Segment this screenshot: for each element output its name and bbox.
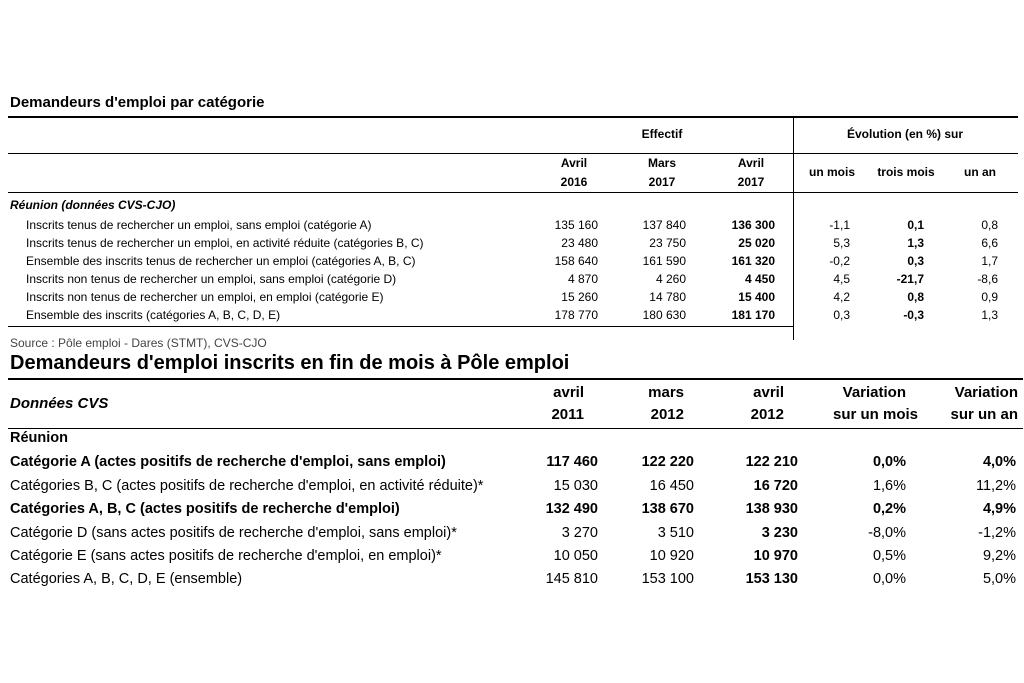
value-mars-2012: 122 220: [641, 454, 694, 470]
value-avril-2012: 3 230: [761, 525, 798, 541]
table2-col-1-line2: 2011: [551, 406, 584, 423]
variation-month: 0,0%: [872, 454, 906, 470]
value-mars-2012: 138 670: [641, 501, 694, 517]
table1-column-rule: [8, 192, 1018, 193]
evo-month: -0,2: [829, 254, 850, 268]
value-avril-2016: 23 480: [561, 236, 598, 250]
value-mars-2012: 3 510: [657, 525, 694, 541]
variation-year: 4,9%: [982, 501, 1016, 517]
table1-group-effectif: Effectif: [641, 127, 683, 141]
table1-col-1-line1: Avril: [560, 156, 588, 170]
variation-month: -8,0%: [868, 525, 906, 541]
value-mars-2017: 23 750: [649, 236, 686, 250]
evo-quarter: -0,3: [903, 308, 924, 322]
table1-title: Demandeurs d'emploi par catégorie: [10, 94, 265, 111]
value-avril-2011: 10 050: [553, 548, 598, 564]
evo-year: 0,8: [981, 218, 998, 232]
value-mars-2017: 161 590: [642, 254, 686, 268]
value-avril-2016: 4 870: [567, 272, 598, 286]
value-avril-2012: 138 930: [745, 501, 798, 517]
table1-top-rule: [8, 116, 1018, 118]
table1-source-note-cut: [10, 336, 267, 350]
value-avril-2017: 136 300: [731, 218, 775, 232]
evo-year: 0,9: [981, 290, 998, 304]
evo-month: -1,1: [829, 218, 850, 232]
row-label: Inscrits non tenus de rechercher un emploi, sans emploi (catégorie D): [26, 272, 397, 286]
table1-col-2-line1: Mars: [647, 156, 676, 170]
value-mars-2012: 153 100: [641, 571, 694, 587]
row-label: Catégorie A (actes positifs de recherche d'emploi, sans emploi): [10, 454, 446, 470]
table1-col-3-line1: Avril: [737, 156, 765, 170]
table2-col-2-line2: 2012: [650, 406, 684, 423]
evo-quarter: 0,1: [907, 218, 924, 232]
value-avril-2017: 161 320: [731, 254, 775, 268]
evo-quarter: 0,3: [907, 254, 924, 268]
row-label: Inscrits tenus de rechercher un emploi, en activité réduite (catégories B, C): [26, 236, 424, 250]
evo-month: 0,3: [833, 308, 850, 322]
value-mars-2017: 180 630: [642, 308, 686, 322]
variation-month: 0,5%: [872, 548, 906, 564]
table2-title: Demandeurs d'emploi inscrits en fin de mois à Pôle emploi: [10, 352, 570, 374]
value-mars-2012: 10 920: [649, 548, 694, 564]
variation-month: 0,0%: [872, 571, 906, 587]
value-avril-2011: 3 270: [561, 525, 598, 541]
value-avril-2016: 15 260: [561, 290, 598, 304]
variation-year: 11,2%: [975, 478, 1016, 494]
evo-month: 5,3: [833, 236, 850, 250]
value-avril-2017: 181 170: [731, 308, 775, 322]
table2-col-1-line1: avril: [553, 384, 584, 401]
row-label: Catégories B, C (actes positifs de recherche d'emploi, en activité réduite)*: [10, 478, 484, 494]
table1-bottom-rule: [8, 326, 793, 327]
table2-top-rule: [8, 378, 1023, 380]
table1-col-3-line2: 2017: [737, 175, 765, 189]
table2-col-2-line1: mars: [648, 384, 684, 401]
value-avril-2016: 158 640: [554, 254, 598, 268]
table1-col-2-line2: 2017: [648, 175, 676, 189]
value-avril-2012: 10 970: [753, 548, 798, 564]
variation-year: -1,2%: [978, 525, 1016, 541]
table1-evo-col-month: un mois: [808, 165, 855, 179]
row-label: Inscrits non tenus de rechercher un emploi, en emploi (catégorie E): [26, 290, 384, 304]
table1-group-evolution: Évolution (en %) sur: [846, 127, 963, 141]
variation-year: 5,0%: [982, 571, 1016, 587]
table1-evo-col-year: un an: [964, 165, 996, 179]
table2-col-3-line2: 2012: [750, 406, 784, 423]
value-mars-2017: 137 840: [642, 218, 686, 232]
variation-month: 0,2%: [872, 501, 906, 517]
table1-evo-col-quarter: trois mois: [877, 165, 935, 179]
value-avril-2017: 4 450: [744, 272, 775, 286]
value-avril-2012: 16 720: [753, 478, 798, 494]
value-mars-2017: 4 260: [655, 272, 686, 286]
value-avril-2012: 153 130: [745, 571, 798, 587]
table2-col-4-line1: Variation: [842, 384, 906, 401]
value-avril-2017: 25 020: [738, 236, 775, 250]
evo-quarter: 1,3: [907, 236, 924, 250]
evo-quarter: -21,7: [896, 272, 924, 286]
table2-subtitle: Données CVS: [10, 395, 109, 412]
value-avril-2016: 135 160: [554, 218, 598, 232]
value-avril-2017: 15 400: [738, 290, 775, 304]
evo-year: 1,3: [981, 308, 998, 322]
row-label: Catégories A, B, C, D, E (ensemble): [10, 571, 243, 587]
value-avril-2011: 117 460: [546, 454, 598, 470]
table2-header-rule: [8, 428, 1023, 429]
value-mars-2012: 16 450: [649, 478, 694, 494]
value-avril-2011: 15 030: [553, 478, 598, 494]
table1-header-rule: [8, 153, 1018, 154]
evo-year: -8,6: [977, 272, 998, 286]
value-mars-2017: 14 780: [649, 290, 686, 304]
value-avril-2016: 178 770: [554, 308, 598, 322]
row-label: Ensemble des inscrits tenus de rechercher un emploi (catégories A, B, C): [26, 254, 416, 268]
value-avril-2011: 132 490: [545, 501, 598, 517]
row-label: Ensemble des inscrits (catégories A, B, C, D, E): [26, 308, 281, 322]
evo-year: 1,7: [981, 254, 998, 268]
row-label: Inscrits tenus de rechercher un emploi, sans emploi (catégorie A): [26, 218, 372, 232]
table2-col-5-line2: sur un an: [950, 406, 1018, 423]
source-note: Source : Pôle emploi - Dares (STMT), CVS-CJO: [10, 336, 267, 350]
evo-month: 4,2: [833, 290, 850, 304]
table2-section-label: Réunion: [10, 430, 68, 446]
row-label: Catégorie D (sans actes positifs de recherche d'emploi, sans emploi)*: [10, 525, 457, 541]
row-label: Catégorie E (sans actes positifs de recherche d'emploi, en emploi)*: [10, 548, 442, 564]
table2-col-4-line2: sur un mois: [832, 406, 918, 423]
evo-month: 4,5: [833, 272, 850, 286]
value-avril-2012: 122 210: [745, 454, 798, 470]
row-label: Catégories A, B, C (actes positifs de recherche d'emploi): [10, 501, 400, 517]
evo-quarter: 0,8: [907, 290, 924, 304]
variation-year: 4,0%: [982, 454, 1016, 470]
table2-col-3-line1: avril: [753, 384, 784, 401]
variation-month: 1,6%: [872, 478, 906, 494]
evo-year: 6,6: [981, 236, 998, 250]
table2-col-5-line1: Variation: [954, 384, 1018, 401]
variation-year: 9,2%: [982, 548, 1016, 564]
table1-section-label: Réunion (données CVS-CJO): [10, 198, 176, 212]
table1-col-1-line2: 2016: [560, 175, 588, 189]
value-avril-2011: 145 810: [545, 571, 598, 587]
